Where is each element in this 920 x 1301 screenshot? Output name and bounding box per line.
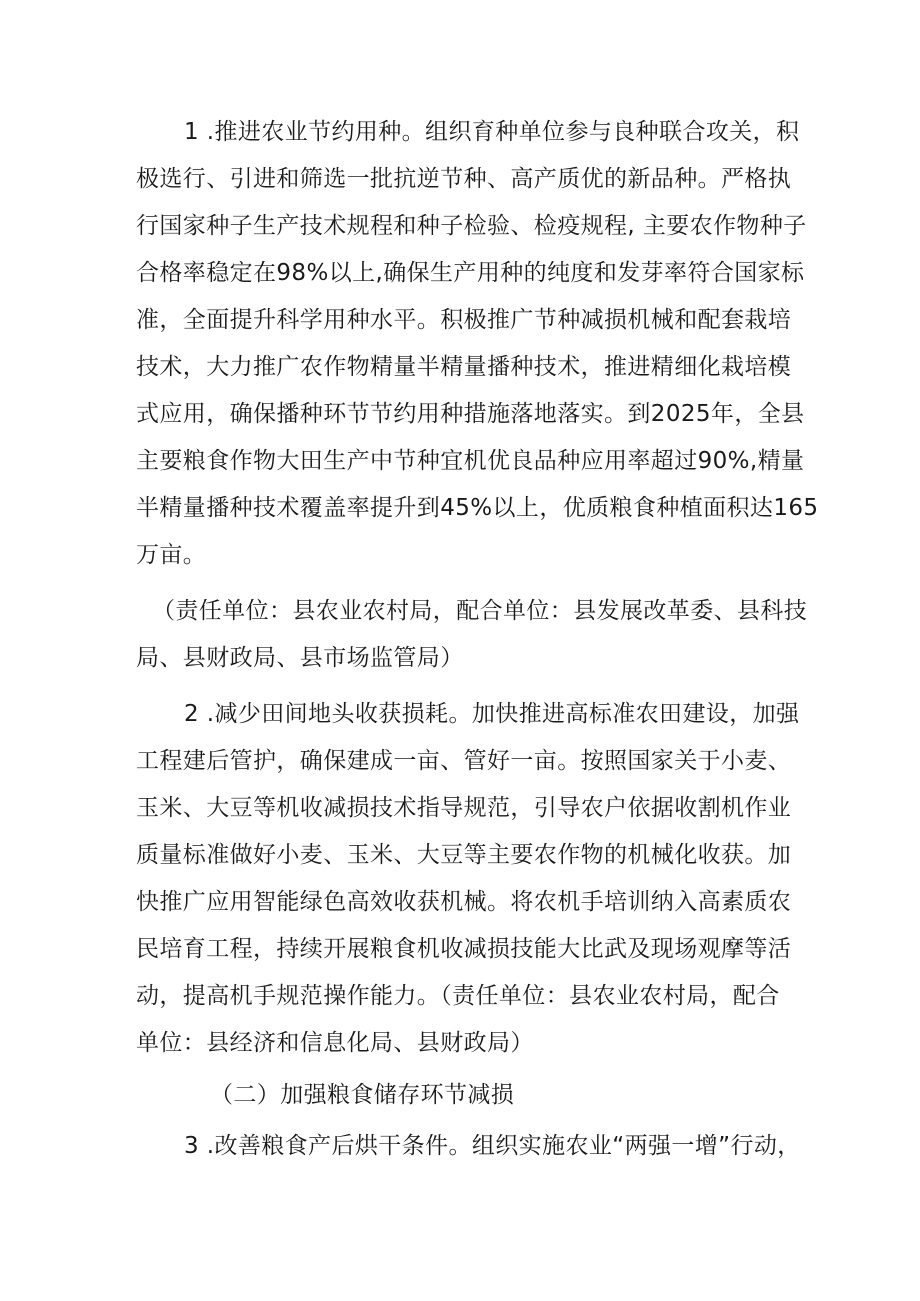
paragraph-2-line-7: 动，提高机手规范操作能力。（责任单位：县农业农村局，配合: [136, 983, 780, 1009]
paragraph-2-line-2: 工程建后管护，确保建成一亩、管好一亩。按照国家关于小麦、: [136, 748, 792, 774]
paragraph-1-line-10: 万亩。: [136, 542, 207, 568]
responsibility-1-line-2: 局、县财政局、县市场监管局）: [136, 645, 464, 671]
paragraph-3-line-1: 3 .改善粮食产后烘干条件。组织实施农业“两强一增”行动，: [184, 1133, 801, 1159]
paragraph-2-line-8: 单位：县经济和信息化局、县财政局）: [136, 1030, 534, 1056]
paragraph-1-line-9: 半精量播种技术覆盖率提升到45%以上，优质粮食种植面积达165: [136, 495, 819, 521]
paragraph-2-line-4: 质量标准做好小麦、玉米、大豆等主要农作物的机械化收获。加: [136, 842, 792, 868]
paragraph-2-line-1: 2 .减少田间地头收获损耗。加快推进高标准农田建设，加强: [184, 701, 800, 727]
paragraph-1-line-8: 主要粮食作物大田生产中节种宜机优良品种应用率超过90%,精量: [136, 448, 805, 474]
paragraph-1-line-1: 1 .推进农业节约用种。组织育种单位参与良种联合攻关，积: [184, 119, 800, 145]
paragraph-1-line-6: 技术，大力推广农作物精量半精量播种技术，推进精细化栽培模: [136, 354, 792, 380]
paragraph-1-line-7: 式应用，确保播种环节节约用种措施落地落实。到2025年，全县: [136, 401, 805, 427]
paragraph-2-line-6: 民培育工程，持续开展粮食机收减损技能大比武及现场观摩等活: [136, 936, 792, 962]
section-heading: （二）加强粮食储存环节减损: [210, 1082, 515, 1108]
paragraph-2-line-5: 快推广应用智能绿色高效收获机械。将农机手培训纳入高素质农: [136, 889, 792, 915]
paragraph-1-line-3: 行国家种子生产技术规程和种子检验、检疫规程, 主要农作物种子: [136, 213, 807, 239]
paragraph-2-line-3: 玉米、大豆等机收减损技术指导规范，引导农户依据收割机作业: [136, 795, 792, 821]
responsibility-1-line-1: （责任单位：县农业农村局，配合单位：县发展改革委、县科技: [152, 598, 808, 624]
paragraph-1-line-2: 极选行、引进和筛选一批抗逆节种、高产质优的新品种。严格执: [136, 166, 792, 192]
paragraph-1-line-5: 准，全面提升科学用种水平。积极推广节种减损机械和配套栽培: [136, 307, 792, 333]
paragraph-1-line-4: 合格率稳定在98%以上,确保生产用种的纯度和发芽率符合国家标: [136, 260, 805, 286]
